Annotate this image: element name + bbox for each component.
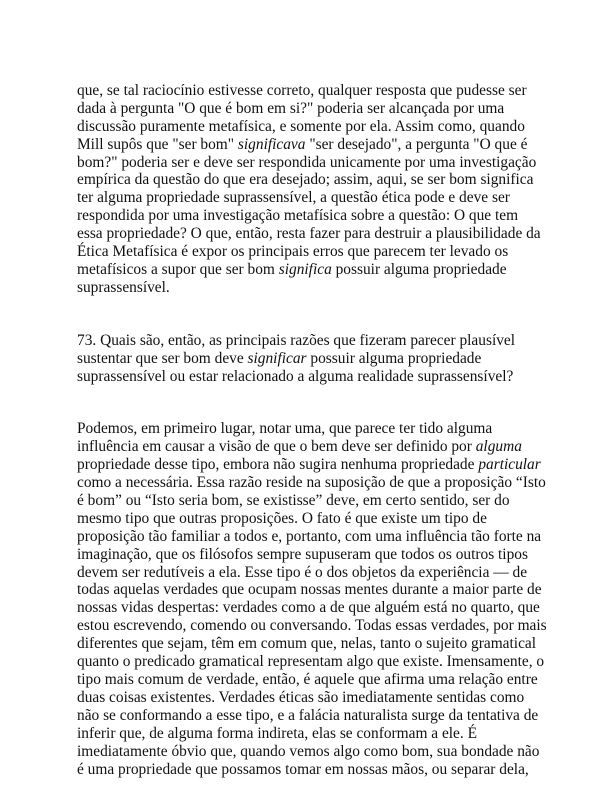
italic-significa: significa [278, 260, 332, 278]
paragraph-1 [77, 64, 547, 297]
document-page [77, 64, 547, 795]
italic-alguma: alguma [475, 438, 522, 456]
paragraph-2 [77, 314, 547, 386]
paragraph-2-text: 73. Quais são, então, as principais razões que fizeram parecer plausível sustentar que ser bom deve [77, 331, 516, 367]
paragraph-1-text: possuir alguma propriedade suprassensível. [77, 260, 507, 296]
italic-particular: particular [478, 456, 541, 474]
paragraph-3-text: como a necessária. Essa razão reside na suposição de que a proposição “Isto é bom” ou “Isto seria bom, se existisse” deve, em certo sentido, ser do mesmo tipo que outras proposições. O fato é que existe um tipo de proposição tão familiar a todos e, portanto, com uma influência tão forte na imaginação, que os filósofos sempre supuseram que todos os outros tipos devem ser redutíveis a ela. Esse tipo é o dos objetos da experiência — de todas aquelas verdades que ocupam nossas mentes durante a maior parte de nossas vidas despertas: verdades como a de que alguém está no quarto, que estou escrevendo, comendo ou conversando. Todas essas verdades, por mais diferentes que sejam, têm em comum que, nelas, tanto o sujeito gramatical quanto o predicado gramatical representam algo que existe. Imensamente, o tipo mais comum de verdade, então, é aquele que afirma uma relação entre duas coisas existentes. Verdades éticas são imediatamente sentidas como não se conformando a esse tipo, e a falácia naturalista surge da tentativa de inferir que, de alguma forma indireta, elas se conformam a ele. É imediatamente óbvio que, quando vemos algo como bom, sua bondade não é uma propriedade que possamos tomar em nossas mãos, ou separar dela, [77, 474, 547, 778]
italic-significava: significava [237, 135, 306, 153]
paragraph-3-text: propriedade desse tipo, embora não sugira nenhuma propriedade [77, 456, 475, 474]
paragraph-2-text: possuir alguma propriedade suprassensível ou estar relacionado a alguma realidade suprassensível? [77, 349, 514, 385]
paragraph-3 [77, 402, 547, 778]
paragraph-1-text: "ser desejado", a pergunta "O que é bom?" poderia ser e deve ser respondida unicamente por uma investigação empírica da questão do que era desejado; assim, aqui, se ser bom significa ter alguma propriedade suprassensível, a questão ética pode e deve ser respondida por uma investigação metafísica sobre a questão: O que tem essa propriedade? O que, então, resta fazer para destruir a plausibilidade da Ética Metafísica é expor os principais erros que parecem ter levado os metafísicos a supor que ser bom [77, 135, 541, 278]
paragraph-3-text: Podemos, em primeiro lugar, notar uma, que parece ter tido alguma influência em causar a visão de que o bem deve ser definido por [77, 420, 493, 456]
italic-significar: significar [247, 349, 307, 367]
paragraph-1-text: que, se tal raciocínio estivesse correto, qualquer resposta que pudesse ser dada à pergunta "O que é bom em si?" poderia ser alcançada por uma discussão puramente metafísica, e somente por ela. Assim como, quando Mill supôs que "ser bom" [77, 81, 527, 153]
